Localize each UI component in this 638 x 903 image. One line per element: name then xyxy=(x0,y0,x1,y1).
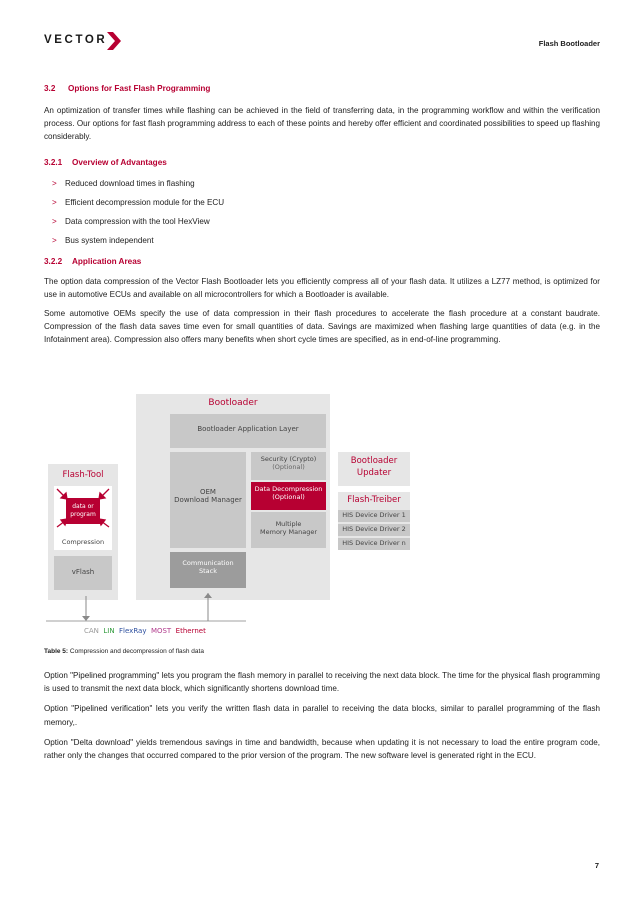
vflash-box: vFlash xyxy=(54,556,112,590)
bus-label-most: MOST xyxy=(150,627,172,635)
bus-label-flexray: FlexRay xyxy=(119,627,147,635)
option-delta-download: Option "Delta download" yields tremendous savings in time and bandwidth, because when updating it is not necessary to load the entire program code, rather only the changes that occurred compared to the prior version of the program. The new software level is generated right in the ECU. xyxy=(44,737,600,761)
list-item: > Efficient decompression module for the ECU xyxy=(52,197,225,207)
section-heading: 3.2 Options for Fast Flash Programming xyxy=(44,84,211,93)
bus-label-can: CAN xyxy=(84,627,99,635)
device-driver-2: HIS Device Driver 2 xyxy=(338,524,410,536)
page-header xyxy=(44,30,600,56)
doc-title: Flash Bootloader xyxy=(538,39,600,48)
page-number: 7 xyxy=(594,861,599,870)
main-content xyxy=(44,84,600,347)
decompression-box: Data Decompression (Optional) xyxy=(251,482,326,510)
bus-labels xyxy=(84,627,254,638)
data-program-box: data or program xyxy=(66,498,100,524)
compression-label: Compression xyxy=(54,538,112,550)
oem-download-manager-box: OEM Download Manager xyxy=(170,452,246,548)
list-item: > Bus system independent xyxy=(52,235,154,245)
vector-logo-text: VECTOR xyxy=(44,34,108,46)
advantages-list xyxy=(44,177,600,247)
application-paragraph-2: Some automotive OEMs specify the use of data compression in their flash procedures to accelerate the flash procedure at a constant baudrate. Compression of the flash data saves time even for small quantities of data. Savings are maximized when flashing large quantities of data (e.g. in the Infotainment area). Compression also offers many benefits when short cycle times are specified, as in end-of-line programming. xyxy=(44,309,600,345)
flash-tool-title: Flash-Tool xyxy=(62,470,104,480)
bus-arrows-icon xyxy=(46,590,246,626)
bootloader-diagram xyxy=(46,394,438,638)
figure-caption: Table 5: Compression and decompression of flash data xyxy=(44,648,204,655)
list-item: > Data compression with the tool HexView xyxy=(52,216,210,226)
bootloader-updater-title: Bootloader Updater xyxy=(350,456,398,478)
lower-content xyxy=(44,648,600,762)
memory-manager-box: Multiple Memory Manager xyxy=(251,512,326,548)
flash-treiber-title: Flash-Treiber xyxy=(347,495,401,505)
application-paragraph-1: The option data compression of the Vector Flash Bootloader lets you efficiently compress all of your flash data. It utilizes a LZ77 method, is optimized for use in automotive ECUs and available on all microcontrollers for which a Bootloader is available. xyxy=(44,276,601,299)
section-intro: An optimization of transfer times while flashing can be achieved in the field of transferring data, in the programming workflow and within the verification process. Our options for fast flash programming address to each of these points and hereby offer efficient and coordinated possibilities to speed up flashing considerably. xyxy=(44,106,600,142)
device-driver-n: HIS Device Driver n xyxy=(338,538,410,550)
vector-logo-arrow-icon xyxy=(107,32,121,50)
app-layer-box: Bootloader Application Layer xyxy=(170,414,326,448)
communication-stack-box: Communication Stack xyxy=(170,552,246,588)
bus-label-ethernet: Ethernet xyxy=(175,627,206,635)
compression-arrows-icon xyxy=(54,486,112,538)
device-driver-1: HIS Device Driver 1 xyxy=(338,510,410,522)
option-pipelined-programming: Option "Pipelined programming" lets you program the flash memory in parallel to receiving the next data block. The time for the physical flash programming is used to transmit the next data block, which significantly shortens download time. xyxy=(44,671,601,694)
option-pipelined-verification: Option "Pipelined verification" lets you verify the written flash data in parallel to receiving the data blocks, similar to parallel programming of the flash memory,. xyxy=(44,704,600,727)
application-heading: 3.2.2 Application Areas xyxy=(44,256,142,266)
list-item: > Reduced download times in flashing xyxy=(52,178,195,188)
bus-label-lin: LIN xyxy=(103,627,115,635)
bootloader-title: Bootloader xyxy=(208,398,258,408)
advantages-heading: 3.2.1 Overview of Advantages xyxy=(44,157,167,167)
security-box: Security (Crypto) (Optional) xyxy=(251,452,326,480)
